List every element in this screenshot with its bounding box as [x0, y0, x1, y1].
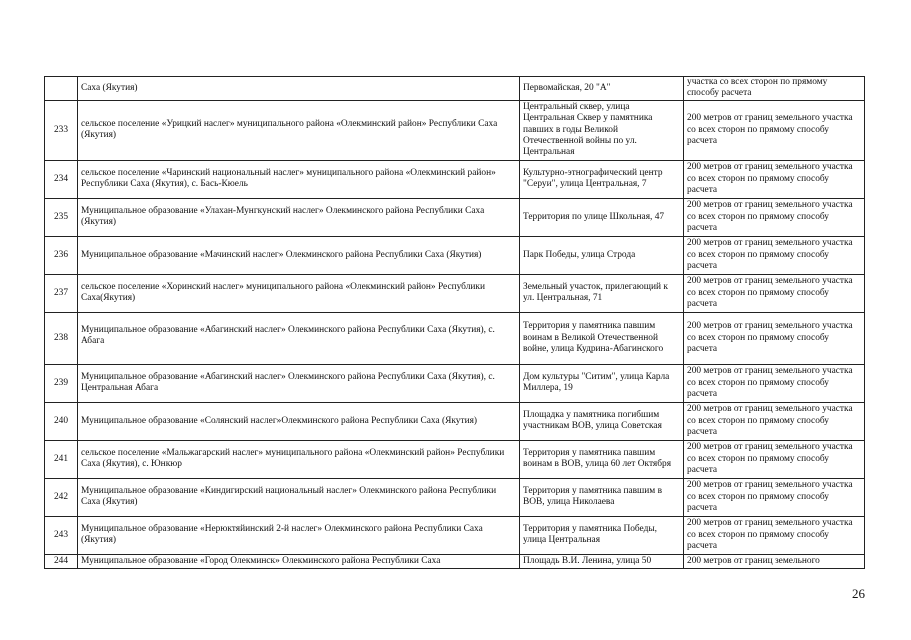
location-cell: Площадка у памятника погибшим участникам ВОВ, улица Советская [520, 402, 684, 440]
municipality-cell: Муниципальное образование «Улахан-Мунгкунский наслег» Олекминского района Республики Саха (Якутия) [78, 198, 520, 236]
location-cell: Территория у памятника павшим воинам в ВОВ, улица 60 лет Октября [520, 440, 684, 478]
location-cell: Территория у памятника павшим воинам в Великой Отечественной войне, улица Кудрина-Абагинского [520, 312, 684, 364]
table-row [45, 440, 865, 478]
row-number: 237 [45, 274, 78, 312]
boundary-cell: 200 метров от границ земельного участка со всех сторон по прямому способу расчета [684, 516, 865, 554]
table-row [45, 100, 865, 160]
row-number: 236 [45, 236, 78, 274]
location-cell: Площадь В.И. Ленина, улица 50 [520, 554, 684, 568]
boundary-cell: 200 метров от границ земельного участка со всех сторон по прямому способу расчета [684, 402, 865, 440]
boundary-cell: 200 метров от границ земельного участка со всех сторон по прямому способу расчета [684, 440, 865, 478]
location-cell: Территория у памятника павшим в ВОВ, улица Николаева [520, 478, 684, 516]
municipality-cell: Муниципальное образование «Абагинский наслег» Олекминского района Республики Саха (Якутия), с. Абага [78, 312, 520, 364]
boundary-cell: 200 метров от границ земельного участка со всех сторон по прямому способу расчета [684, 274, 865, 312]
boundary-cell: 200 метров от границ земельного участка со всех сторон по прямому способу расчета [684, 312, 865, 364]
document-table [44, 76, 865, 569]
boundary-cell: 200 метров от границ земельного участка со всех сторон по прямому способу расчета [684, 160, 865, 198]
row-number: 243 [45, 516, 78, 554]
location-cell: Центральный сквер, улица Центральная Сквер у памятника павших в годы Великой Отечественной войны по ул. Центральная [520, 100, 684, 160]
municipality-cell: Муниципальное образование «Солянский наслег»Олекминского района Республики Саха (Якутия) [78, 402, 520, 440]
location-cell: Территория у памятника Победы, улица Центральная [520, 516, 684, 554]
table-row [45, 516, 865, 554]
location-cell: Территория по улице Школьная, 47 [520, 198, 684, 236]
row-number: 240 [45, 402, 78, 440]
boundary-cell: участка со всех сторон по прямому способу расчета [684, 77, 865, 101]
municipality-cell: сельское поселение «Урицкий наслег» муниципального района «Олекминский район» Республики Саха (Якутия) [78, 100, 520, 160]
row-number: 233 [45, 100, 78, 160]
row-number: 238 [45, 312, 78, 364]
municipality-cell: сельское поселение «Чаринский национальный наслег» муниципального района «Олекминский район» Республики Саха (Якутия), с. Бась-Кюель [78, 160, 520, 198]
municipality-cell: Саха (Якутия) [78, 77, 520, 101]
table-row [45, 77, 865, 101]
boundary-cell: 200 метров от границ земельного участка со всех сторон по прямому способу расчета [684, 478, 865, 516]
municipality-cell: Муниципальное образование «Абагинский наслег» Олекминского района Республики Саха (Якутия), с. Центральная Абага [78, 364, 520, 402]
municipality-cell: Муниципальное образование «Нерюктяйинский 2-й наслег» Олекминского района Республики Саха (Якутия) [78, 516, 520, 554]
municipality-cell: сельское поселение «Мальжагарский наслег» муниципального района «Олекминский район» Республики Саха (Якутия), с. Юнкюр [78, 440, 520, 478]
municipality-cell: Муниципальное образование «Киндигирский национальный наслег» Олекминского района Республики Саха (Якутия) [78, 478, 520, 516]
municipality-cell: Муниципальное образование «Мачинский наслег» Олекминского района Республики Саха (Якутия) [78, 236, 520, 274]
municipality-cell: сельское поселение «Хоринский наслег» муниципального района «Олекминский район» Республики Саха(Якутия) [78, 274, 520, 312]
page-number: 26 [852, 586, 865, 601]
boundary-cell: 200 метров от границ земельного участка со всех сторон по прямому способу расчета [684, 236, 865, 274]
boundary-cell: 200 метров от границ земельного участка со всех сторон по прямому способу расчета [684, 364, 865, 402]
municipality-cell: Муниципальное образование «Город Олекминск» Олекминского района Республики Саха [78, 554, 520, 568]
boundary-cell: 200 метров от границ земельного участка со всех сторон по прямому способу расчета [684, 100, 865, 160]
table-row [45, 198, 865, 236]
location-cell: Земельный участок, прилегающий к ул. Центральная, 71 [520, 274, 684, 312]
location-cell: Дом культуры "Ситим", улица Карла Миллера, 19 [520, 364, 684, 402]
location-cell: Парк Победы, улица Строда [520, 236, 684, 274]
table-row [45, 364, 865, 402]
row-number: 239 [45, 364, 78, 402]
row-number: 241 [45, 440, 78, 478]
row-number [45, 77, 78, 101]
table-row [45, 236, 865, 274]
table-row [45, 478, 865, 516]
table-row [45, 402, 865, 440]
row-number: 235 [45, 198, 78, 236]
table-row [45, 312, 865, 364]
boundary-cell: 200 метров от границ земельного [684, 554, 865, 568]
location-cell: Культурно-этнографический центр "Серуи", улица Центральная, 7 [520, 160, 684, 198]
table-row [45, 274, 865, 312]
row-number: 234 [45, 160, 78, 198]
table-row [45, 160, 865, 198]
table-row [45, 554, 865, 568]
boundary-cell: 200 метров от границ земельного участка со всех сторон по прямому способу расчета [684, 198, 865, 236]
row-number: 242 [45, 478, 78, 516]
row-number: 244 [45, 554, 78, 568]
location-cell: Первомайская, 20 "А" [520, 77, 684, 101]
